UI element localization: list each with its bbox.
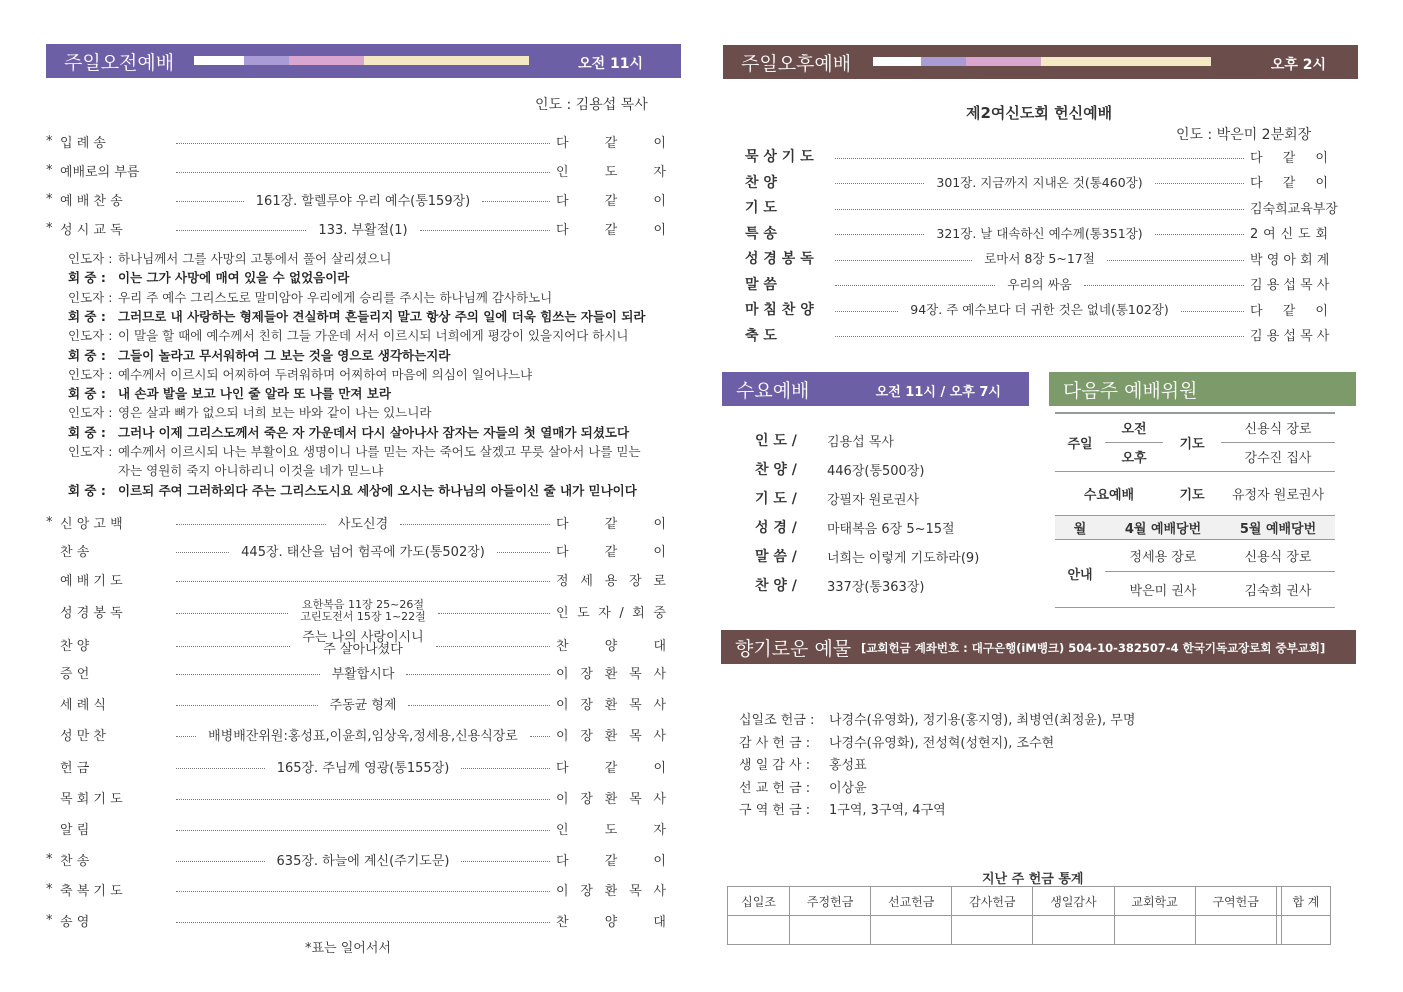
- order-row: [46, 132, 666, 151]
- leader-dots: [176, 861, 265, 862]
- leader-dots: [176, 581, 550, 582]
- stats-cell: [790, 916, 871, 945]
- committee-title: 다음주 예배위원: [1063, 380, 1198, 402]
- reading-text: 이 말을 할 때에 예수께서 친히 그들 가운데 서서 이르시되 너희에게 평강이 있을지어다 하시니: [118, 328, 629, 344]
- footnote: *표는 일어서서: [305, 941, 391, 956]
- reading-text: 이르되 주여 그러하외다 주는 그리스도시요 세상에 오시는 하나님의 아들이신 줄 내가 믿나이다: [118, 482, 637, 498]
- wednesday-row: [755, 459, 924, 479]
- order-label: 예 배 기 도: [60, 574, 123, 589]
- stats-cell: [1281, 916, 1330, 945]
- stats-cell: [952, 916, 1033, 945]
- reading-line: [68, 249, 391, 268]
- wednesday-row: [755, 517, 955, 537]
- standing-mark: *: [46, 882, 53, 897]
- committee-table: [1055, 412, 1335, 608]
- reading-text: 예수께서 이르시되 나는 부활이요 생명이니 나를 믿는 자는 죽어도 살겠고 무릇 살아서 나를 믿는: [118, 444, 641, 459]
- order-performer: 김 용 섭 목 사: [1250, 278, 1330, 293]
- order-performer: 다 같 이: [556, 136, 666, 151]
- reading-text: 영은 살과 뼈가 없으되 너희 보는 바와 같이 나는 있느니라: [118, 405, 432, 421]
- wednesday-value: 강필자 원로권사: [827, 492, 920, 508]
- order-performer: 인 도 자: [556, 165, 666, 180]
- morning-leader: 인도 : 김용섭 목사: [535, 97, 648, 113]
- committee-may1: 신용식 장로: [1221, 539, 1335, 571]
- order-content: 161장. 할렐루야 우리 예수(통159장): [255, 194, 471, 209]
- wednesday-label: 인 도 /: [755, 433, 797, 449]
- order-row: [745, 299, 1328, 319]
- reading-line: [68, 346, 450, 365]
- leader-dots: [1107, 260, 1244, 261]
- reading-speaker: 인도자 :: [68, 328, 113, 344]
- morning-header: [46, 44, 681, 78]
- offering-line: [739, 754, 867, 773]
- header-stripe: [194, 56, 529, 65]
- reading-speaker: 회 중 :: [68, 386, 106, 402]
- order-content: 요한복음 11장 25~26절 고린도전서 15장 1~22절: [300, 598, 426, 623]
- order-performer: 다 같 이: [556, 761, 667, 776]
- order-label: 알 림: [60, 823, 90, 838]
- leader-dots: [497, 552, 550, 553]
- leader-dots: [461, 768, 550, 769]
- order-row: [46, 663, 666, 682]
- committee-sunday: 주일: [1055, 413, 1105, 471]
- leader-dots: [835, 285, 995, 286]
- reading-text: 이는 그가 사망에 매여 있을 수 없었음이라: [118, 270, 350, 286]
- order-label: 헌 금: [60, 761, 90, 776]
- reading-speaker: 회 중 :: [68, 347, 106, 363]
- reading-line: [68, 403, 432, 422]
- stats-cell: [1114, 916, 1195, 945]
- afternoon-leader: 인도 : 박은미 2분회장: [1176, 127, 1312, 143]
- wednesday-header: [722, 372, 1029, 406]
- order-performer: 다 같 이: [1250, 150, 1328, 166]
- standing-mark: *: [46, 515, 53, 530]
- order-row: [46, 513, 666, 532]
- leader-dots: [438, 613, 550, 614]
- wednesday-label: 기 도 /: [755, 491, 797, 507]
- order-row: [745, 197, 1338, 217]
- leader-dots: [176, 736, 196, 737]
- wednesday-label: 말 씀 /: [755, 549, 797, 565]
- leader-dots: [835, 209, 1244, 210]
- order-label: 송 영: [60, 915, 90, 930]
- reading-speaker: 회 중 :: [68, 308, 106, 324]
- order-label: 묵 상 기 도: [745, 149, 814, 165]
- order-content: 로마서 8장 5~17절: [984, 251, 1095, 266]
- order-content: 165장. 주님께 영광(통155장): [276, 761, 450, 776]
- standing-mark: *: [46, 852, 53, 867]
- order-row: [745, 223, 1328, 243]
- offering-value: 나경수(유영화), 정기용(홍지영), 최병연(최정윤), 무명: [829, 713, 1136, 728]
- offering-value: 이상윤: [829, 780, 867, 796]
- stats-cell: [871, 916, 952, 945]
- order-content: 445장. 태산을 넘어 험곡에 가도(통502장): [241, 545, 485, 560]
- standing-mark: *: [46, 163, 53, 178]
- leader-dots: [835, 158, 1244, 159]
- order-label: 축 도: [745, 327, 777, 344]
- reading-line: [68, 461, 383, 480]
- leader-dots: [420, 230, 550, 231]
- reading-speaker: 인도자 :: [68, 366, 113, 382]
- reading-speaker: 회 중 :: [68, 270, 106, 286]
- afternoon-time: 오후 2시: [1270, 57, 1326, 73]
- leader-dots: [461, 861, 550, 862]
- stats-header: 주정헌금: [790, 887, 871, 916]
- order-content: 635장. 하늘에 계신(주기도문): [276, 854, 450, 869]
- wednesday-label: 찬 양 /: [755, 578, 797, 594]
- order-content: 우리의 싸움: [1007, 276, 1072, 292]
- wednesday-value: 너희는 이렇게 기도하라(9): [827, 550, 980, 566]
- order-performer: 김 용 섭 목 사: [1250, 329, 1330, 344]
- order-performer: 인 도 자: [556, 823, 666, 838]
- order-label: 성 경 봉 독: [745, 251, 814, 267]
- wednesday-value: 337장(통363장): [827, 579, 925, 595]
- order-label: 신 앙 고 백: [60, 517, 123, 532]
- order-performer: 다 같 이: [1250, 303, 1328, 319]
- leader-dots: [400, 524, 550, 525]
- afternoon-subtitle: 제2여신도회 헌신예배: [966, 104, 1113, 122]
- reading-text: 우리 주 예수 그리스도로 말미암아 우리에게 승리를 주시는 하나님께 감사하노니: [118, 289, 553, 305]
- order-label: 성 경 봉 독: [60, 605, 123, 621]
- leader-dots: [176, 201, 244, 202]
- order-row: [46, 788, 666, 807]
- order-performer: 이 장 환 목 사: [556, 667, 667, 682]
- order-content: 배병배잔위원:홍성표,이윤희,임상욱,정세용,신용식장로: [208, 729, 518, 744]
- committee-prayer: 기도: [1163, 413, 1221, 471]
- leader-dots: [406, 674, 550, 675]
- reading-text: 예수께서 이르시되 어찌하여 두려워하며 어찌하여 마음에 의심이 일어나느냐: [118, 366, 533, 382]
- order-content: 부활합시다: [331, 667, 395, 682]
- wednesday-row: [755, 575, 924, 595]
- offering-account: [교회헌금 계좌번호 : 대구은행(iM뱅크) 504-10-382507-4 한국기독교장로회 중부교회]: [861, 641, 1326, 655]
- reading-text: 자는 영원히 죽지 아니하리니 이것을 네가 믿느냐: [118, 463, 384, 479]
- order-row: [46, 190, 666, 209]
- leader-dots: [176, 891, 550, 892]
- wednesday-label: 찬 양 /: [755, 462, 797, 478]
- leader-dots: [176, 524, 326, 525]
- order-content: 주동균 형제: [329, 698, 397, 713]
- leader-dots: [1181, 311, 1244, 312]
- leader-dots: [835, 234, 924, 235]
- leader-dots: [835, 260, 972, 261]
- order-row: [745, 248, 1328, 268]
- order-performer: 이 장 환 목 사: [556, 792, 666, 807]
- committee-apr2: 박은미 권사: [1105, 571, 1221, 607]
- reading-line: [68, 423, 629, 442]
- reading-line: [68, 268, 349, 287]
- order-performer: 찬 양 대: [556, 915, 666, 930]
- reading-speaker: 회 중 :: [68, 482, 106, 498]
- reading-line: [68, 326, 629, 345]
- order-row: [745, 172, 1328, 192]
- order-content: 94장. 주 예수보다 더 귀한 것은 없네(통102장): [910, 302, 1169, 317]
- wednesday-title: 수요예배: [736, 380, 810, 402]
- leader-dots: [835, 336, 1244, 337]
- reading-line: [68, 365, 532, 384]
- offering-label: 십일조 헌금 :: [739, 713, 815, 728]
- stats-title: 지난 주 헌금 통계: [982, 872, 1084, 887]
- afternoon-header: [723, 45, 1358, 79]
- offering-title: 향기로운 예물: [735, 638, 852, 660]
- order-row: [46, 819, 666, 838]
- order-label: 찬 송: [60, 854, 90, 869]
- order-performer: 이 장 환 목 사: [556, 698, 666, 713]
- order-performer: 다 같 이: [556, 517, 667, 532]
- order-content: 321장. 날 대속하신 예수께(통351장): [936, 225, 1143, 241]
- committee-wed-prayer: 기도: [1163, 471, 1221, 515]
- leader-dots: [176, 768, 265, 769]
- wednesday-value: 김용섭 목사: [827, 434, 894, 450]
- leader-dots: [176, 552, 229, 553]
- stats-header: 감사헌금: [952, 887, 1033, 916]
- order-performer: 이 장 환 목 사: [556, 884, 666, 899]
- reading-line: [68, 307, 646, 326]
- stats-header: 십일조: [728, 887, 790, 916]
- stats-header: 교회학교: [1114, 887, 1195, 916]
- order-row: [46, 694, 666, 713]
- leader-dots: [408, 705, 550, 706]
- offering-value: 홍성표: [829, 758, 867, 773]
- stats-cell: [1033, 916, 1114, 945]
- order-row: [46, 161, 666, 180]
- standing-mark: *: [46, 913, 53, 928]
- stats-cell: [728, 916, 790, 945]
- order-row: [46, 541, 666, 560]
- order-performer: 김숙희교육부장: [1250, 201, 1338, 217]
- reading-text: 내 손과 발을 보고 나인 줄 알라 또 나를 만져 보라: [118, 386, 391, 402]
- reading-speaker: 인도자 :: [68, 405, 113, 421]
- reading-text: 그들이 놀라고 무서워하여 그 보는 것을 영으로 생각하는지라: [118, 347, 451, 363]
- order-row: [46, 757, 666, 776]
- order-row: [46, 219, 666, 238]
- header-stripe: [873, 57, 1211, 66]
- morning-time: 오전 11시: [578, 56, 643, 72]
- order-content: 주는 나의 사랑이시니 주 살아나셨다: [302, 630, 424, 657]
- committee-may: 5월 예배당번: [1221, 515, 1335, 539]
- reading-speaker: 회 중 :: [68, 424, 106, 440]
- order-label: 입 례 송: [60, 136, 106, 151]
- order-label: 세 례 식: [60, 698, 106, 713]
- order-label: 예 배 찬 송: [60, 194, 123, 209]
- leader-dots: [835, 311, 898, 312]
- afternoon-title: 주일오후예배: [741, 53, 852, 75]
- order-row: [46, 599, 666, 623]
- order-content: 사도신경: [337, 517, 389, 532]
- leader-dots: [1155, 183, 1244, 184]
- order-performer: 이 장 환 목 사: [556, 729, 666, 744]
- wednesday-row: [755, 430, 894, 450]
- order-row: [745, 325, 1328, 345]
- order-label: 예배로의 부름: [60, 165, 140, 180]
- leader-dots: [176, 705, 318, 706]
- order-label: 찬 양: [60, 638, 90, 654]
- leader-dots: [176, 674, 320, 675]
- reading-speaker: 인도자 :: [68, 444, 113, 459]
- leader-dots: [835, 183, 924, 184]
- committee-guide: 안내: [1055, 539, 1105, 607]
- order-performer: 찬 양 대: [556, 638, 667, 654]
- committee-header: [1049, 372, 1356, 406]
- reading-text: 그러나 이제 그리스도께서 죽은 자 가운데서 다시 살아나사 잠자는 자들의 첫 열매가 되셨도다: [118, 424, 630, 440]
- standing-mark: *: [46, 192, 53, 207]
- standing-mark: *: [46, 134, 53, 149]
- order-label: 목 회 기 도: [60, 792, 123, 807]
- reading-line: [68, 384, 391, 403]
- order-row: [46, 850, 666, 869]
- offering-line: [739, 777, 867, 796]
- offering-value: 1구역, 3구역, 4구역: [829, 803, 946, 818]
- wednesday-value: 마태복음 6장 5~15절: [827, 521, 955, 537]
- order-label: 성 만 찬: [60, 729, 106, 744]
- leader-dots: [176, 799, 550, 800]
- reading-line: [68, 481, 637, 500]
- offering-value: 나경수(유영화), 전성혁(성현지), 조수현: [829, 735, 1055, 751]
- offering-label: 생 일 감 사 :: [739, 758, 811, 773]
- offering-line: [739, 709, 1135, 728]
- committee-pm-name: 강수진 집사: [1221, 442, 1335, 471]
- stats-table: [727, 886, 1331, 945]
- order-performer: 다 같 이: [1250, 176, 1329, 191]
- offering-label: 선 교 헌 금 :: [739, 780, 811, 796]
- committee-apr: 4월 예배당번: [1105, 515, 1221, 539]
- offering-line: [739, 732, 1054, 751]
- order-row: [745, 274, 1328, 294]
- order-row: [745, 146, 1328, 166]
- leader-dots: [176, 830, 550, 831]
- offering-label: 구 역 헌 금 :: [739, 803, 811, 818]
- order-performer: 다 같 이: [556, 194, 666, 209]
- order-performer: 2 여 신 도 회: [1250, 227, 1329, 242]
- committee-month: 월: [1055, 515, 1105, 539]
- leader-dots: [482, 201, 550, 202]
- order-row: [46, 570, 666, 589]
- committee-apr1: 정세용 장로: [1105, 539, 1221, 571]
- order-row: [46, 632, 666, 656]
- leader-dots: [530, 736, 550, 737]
- order-label: 찬 양: [745, 174, 777, 191]
- order-performer: 박 영 아 회 계: [1250, 252, 1330, 268]
- reading-speaker: 인도자 :: [68, 289, 113, 305]
- offering-line: [739, 799, 946, 818]
- order-performer: 인 도 자 / 회 중: [556, 605, 666, 621]
- wednesday-time: 오전 11시 / 오후 7시: [875, 385, 1001, 400]
- reading-line: [68, 288, 552, 307]
- stats-cell: [1195, 916, 1276, 945]
- order-label: 증 언: [60, 667, 90, 682]
- order-performer: 다 같 이: [556, 223, 667, 238]
- leader-dots: [1084, 285, 1244, 286]
- wednesday-row: [755, 488, 919, 508]
- wednesday-value: 446장(통500장): [827, 463, 925, 479]
- leader-dots: [176, 646, 290, 647]
- order-row: [46, 911, 666, 930]
- order-performer: 다 같 이: [556, 854, 666, 869]
- leader-dots: [176, 143, 550, 144]
- order-performer: 다 같 이: [556, 545, 666, 560]
- wednesday-row: [755, 546, 979, 566]
- reading-line: [68, 442, 641, 461]
- committee-may2: 김숙희 권사: [1221, 571, 1335, 607]
- stats-header: 구역헌금: [1195, 887, 1276, 916]
- offering-label: 감 사 헌 금 :: [739, 735, 811, 751]
- order-row: [46, 880, 666, 899]
- stats-header: 선교헌금: [871, 887, 952, 916]
- committee-wed: 수요예배: [1055, 471, 1163, 515]
- order-content: 133. 부활절(1): [318, 223, 408, 238]
- order-label: 찬 송: [60, 545, 90, 560]
- order-label: 축 복 기 도: [60, 884, 123, 899]
- order-label: 말 씀: [745, 276, 777, 293]
- order-label: 기 도: [745, 200, 777, 216]
- committee-am: 오전: [1105, 413, 1163, 442]
- order-content: 301장. 지금까지 지내온 것(통460장): [936, 174, 1143, 190]
- order-label: 특 송: [745, 225, 777, 242]
- order-label: 성 시 교 독: [60, 223, 123, 238]
- stats-header: 합 계: [1281, 887, 1330, 916]
- leader-dots: [176, 922, 550, 923]
- order-performer: 정 세 용 장 로: [556, 574, 666, 589]
- committee-am-name: 신용식 장로: [1221, 413, 1335, 442]
- order-label: 마 침 찬 양: [745, 302, 814, 318]
- committee-pm: 오후: [1105, 442, 1163, 471]
- reading-text: 그러므로 내 사랑하는 형제들아 견실하며 흔들리지 말고 항상 주의 일에 더욱 힘쓰는 자들이 되라: [118, 308, 646, 324]
- leader-dots: [176, 172, 550, 173]
- leader-dots: [1155, 234, 1244, 235]
- wednesday-label: 성 경 /: [755, 520, 797, 536]
- leader-dots: [436, 646, 550, 647]
- offering-header: [721, 630, 1356, 664]
- stats-header: 생일감사: [1033, 887, 1114, 916]
- leader-dots: [176, 230, 306, 231]
- reading-speaker: 인도자 :: [68, 251, 113, 266]
- reading-text: 하나님께서 그를 사망의 고통에서 풀어 살리셨으니: [118, 251, 392, 266]
- committee-wed-name: 유정자 원로권사: [1221, 471, 1335, 515]
- morning-title: 주일오전예배: [64, 52, 175, 74]
- standing-mark: *: [46, 221, 53, 236]
- order-row: [46, 725, 666, 744]
- leader-dots: [176, 613, 288, 614]
